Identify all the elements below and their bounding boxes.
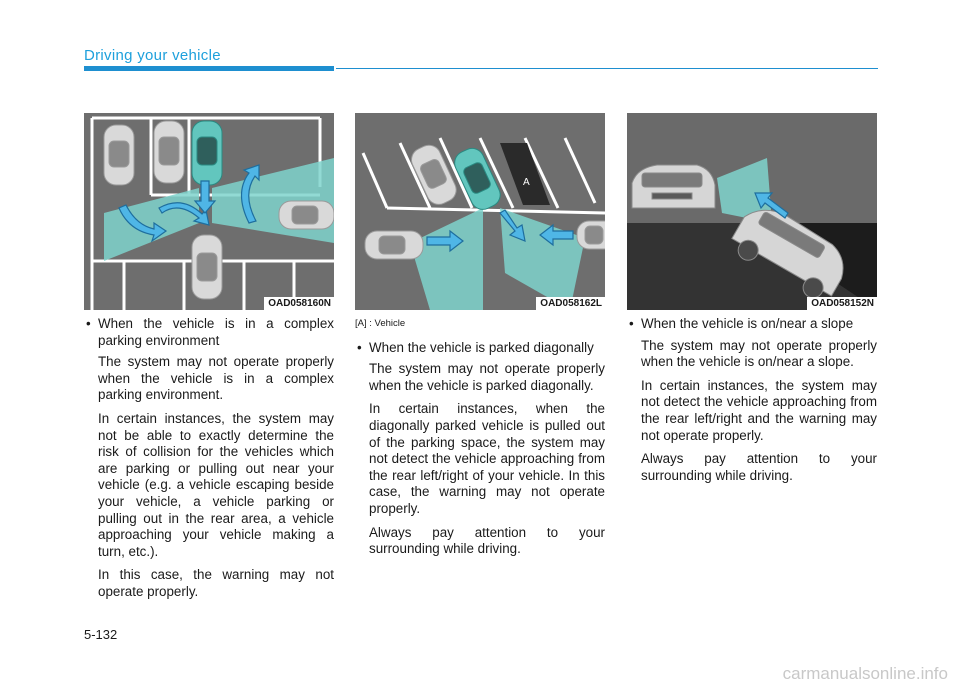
figure-slope (627, 113, 877, 310)
car-approaching-right (577, 221, 605, 249)
header-rule-thick (84, 66, 334, 71)
vehicle-a-label: A (523, 177, 530, 188)
figure-complex-parking (84, 113, 334, 310)
diagonal-parking-illustration (355, 113, 605, 310)
complex-parking-illustration (84, 113, 334, 310)
bullet-dot: • (357, 339, 362, 355)
paragraph: In certain instances, the system may not detect the vehicle approaching from the rear left/right and the warning may not operate properly. (641, 377, 877, 443)
section-title: Driving your vehicle (84, 47, 221, 64)
car-left (104, 125, 134, 185)
paragraph: The system may not operate properly when the vehicle is in a complex parking environment. (98, 354, 334, 403)
car-own (192, 121, 222, 185)
bullet-dot: • (86, 316, 91, 331)
column-slope (627, 316, 877, 491)
watermark: carmanualsonline.info (782, 664, 948, 683)
column-complex-parking (84, 316, 334, 608)
paragraph: Always pay attention to your surrounding while driving. (641, 451, 877, 483)
page-number: 5-132 (84, 627, 118, 642)
car-right (279, 201, 334, 229)
figure-code: OAD058152N (807, 297, 877, 310)
figure-caption: [A] : Vehicle (355, 318, 406, 329)
bullet-heading: • When the vehicle is parked diagonally (357, 339, 594, 355)
paragraph: In certain instances, when the diagonally parked vehicle is pulled out of the parking space, the system may not detect the vehicle approaching from the rear left/right of your vehicle. In this case, the warning may not operate properly. (369, 401, 605, 516)
bullet-heading: • When the vehicle is on/near a slope (629, 316, 854, 331)
car-middle (154, 121, 184, 183)
paragraph: In this case, the warning may not operate properly. (98, 567, 334, 599)
slope-illustration (627, 113, 877, 310)
paragraph: The system may not operate properly when the vehicle is on/near a slope. (641, 337, 877, 370)
header-rule-thin (336, 68, 878, 69)
car-approaching-left (365, 231, 423, 259)
paragraph: The system may not operate properly when the vehicle is parked diagonally. (369, 361, 605, 393)
figure-code: OAD058160N (264, 297, 334, 310)
bullet-dot: • (629, 316, 634, 331)
car-top-level (632, 165, 715, 208)
paragraph: In certain instances, the system may not be able to exactly determine the risk of collision for the vehicles which are parking or pulling out near your vehicle (e.g. a vehicle escaping beside your vehicle, a vehicle parking or pulling out in the rear area, a vehicle approaching your vehicle making a turn, etc.). (98, 410, 334, 559)
bullet-heading: • When the vehicle is in a complex parking environment (86, 316, 334, 348)
column-diagonal-parking (355, 316, 605, 565)
car-bottom (192, 235, 222, 299)
figure-code: OAD058162L (536, 297, 605, 310)
figure-diagonal-parking (355, 113, 605, 310)
paragraph: Always pay attention to your surrounding while driving. (369, 524, 605, 557)
